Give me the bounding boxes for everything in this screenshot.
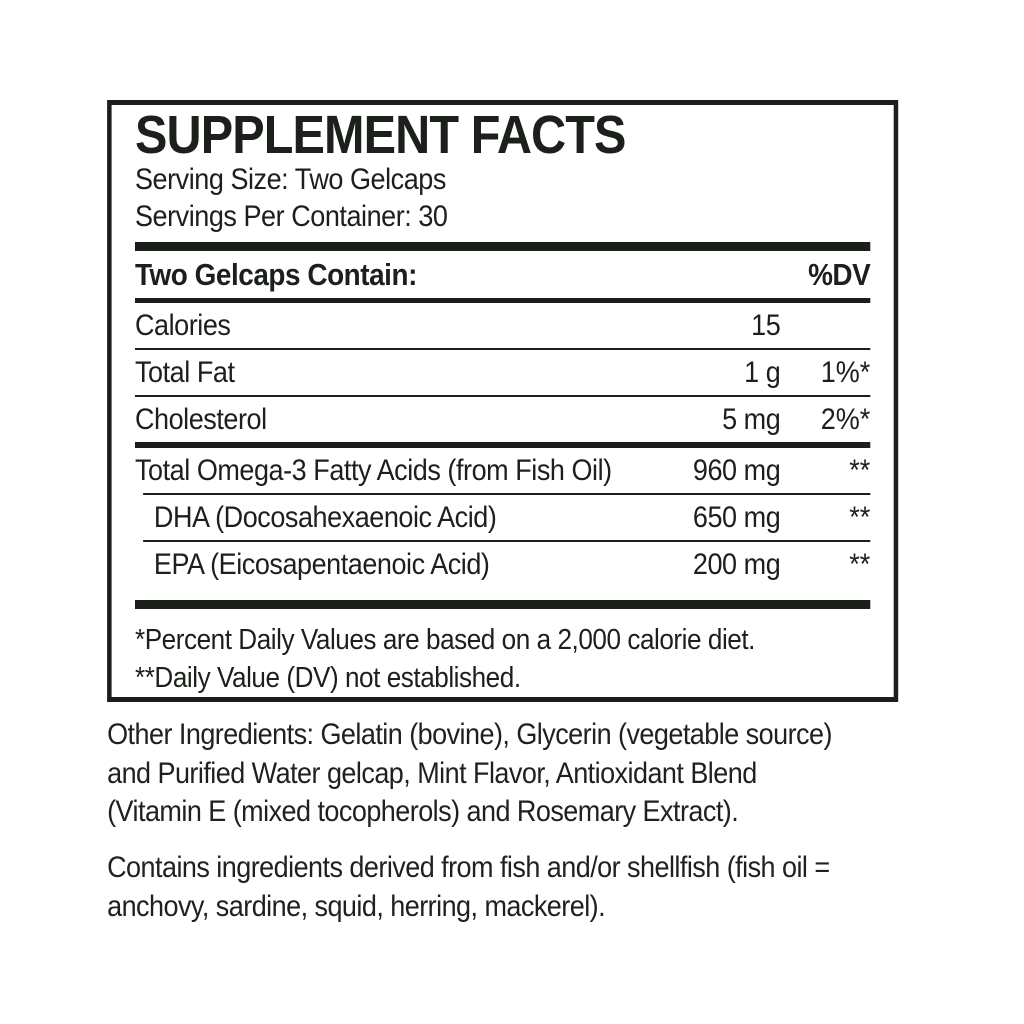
table-row-total-fat [135, 350, 870, 395]
table-header-row [135, 251, 870, 298]
allergen-line: Contains ingredients derived from fish and/or shellfish (fish oil = [107, 851, 830, 884]
table-row-omega3 [135, 448, 870, 493]
table-row-cholesterol [135, 397, 870, 442]
table-header-dv: %DV [808, 257, 871, 292]
nutrient-dv: ** [849, 548, 871, 581]
serving-size-text: Serving Size: Two Gelcaps [135, 163, 446, 196]
divider-thick-top [135, 242, 870, 251]
footnotes [135, 621, 870, 697]
nutrient-name: Total Fat [135, 356, 235, 389]
nutrient-amount: 200 mg [692, 548, 781, 581]
allergen-paragraph [107, 849, 935, 926]
divider-thick-bottom [135, 600, 870, 609]
nutrient-name: Calories [135, 309, 231, 342]
nutrient-dv: 1%* [820, 356, 871, 389]
nutrient-dv: ** [849, 501, 871, 534]
table-row-dha [135, 495, 870, 540]
panel-title: SUPPLEMENT FACTS [135, 105, 626, 165]
nutrient-amount: 960 mg [692, 454, 781, 487]
nutrient-amount: 15 [751, 309, 781, 342]
footnote-percent-dv: *Percent Daily Values are based on a 2,000 calorie diet. [135, 624, 755, 656]
nutrient-dv: ** [849, 454, 871, 487]
nutrient-name: DHA (Docosahexaenoic Acid) [153, 501, 497, 534]
nutrient-name: Cholesterol [135, 403, 267, 436]
nutrient-name: EPA (Eicosapentaenoic Acid) [153, 548, 490, 581]
table-row-epa [135, 542, 870, 587]
supplement-facts-panel [107, 100, 898, 702]
nutrient-dv: 2%* [820, 403, 871, 436]
servings-per-container-text: Servings Per Container: 30 [135, 200, 448, 233]
other-ingredients-line: Other Ingredients: Gelatin (bovine), Glycerin (vegetable source) [107, 718, 832, 751]
table-row-calories [135, 303, 870, 348]
nutrient-amount: 650 mg [692, 501, 781, 534]
table-header-left: Two Gelcaps Contain: [135, 257, 417, 292]
other-ingredients-paragraph [107, 716, 935, 832]
other-ingredients-line: (Vitamin E (mixed tocopherols) and Rosemary Extract). [107, 795, 739, 828]
footnote-dv-not-established: **Daily Value (DV) not established. [135, 662, 521, 694]
other-ingredients-line: and Purified Water gelcap, Mint Flavor, Antioxidant Blend [107, 756, 757, 790]
nutrient-name: Total Omega-3 Fatty Acids (from Fish Oil) [135, 454, 612, 487]
nutrient-amount: 5 mg [722, 403, 781, 436]
allergen-line: anchovy, sardine, squid, herring, mackerel). [107, 889, 606, 923]
nutrient-amount: 1 g [744, 356, 781, 389]
